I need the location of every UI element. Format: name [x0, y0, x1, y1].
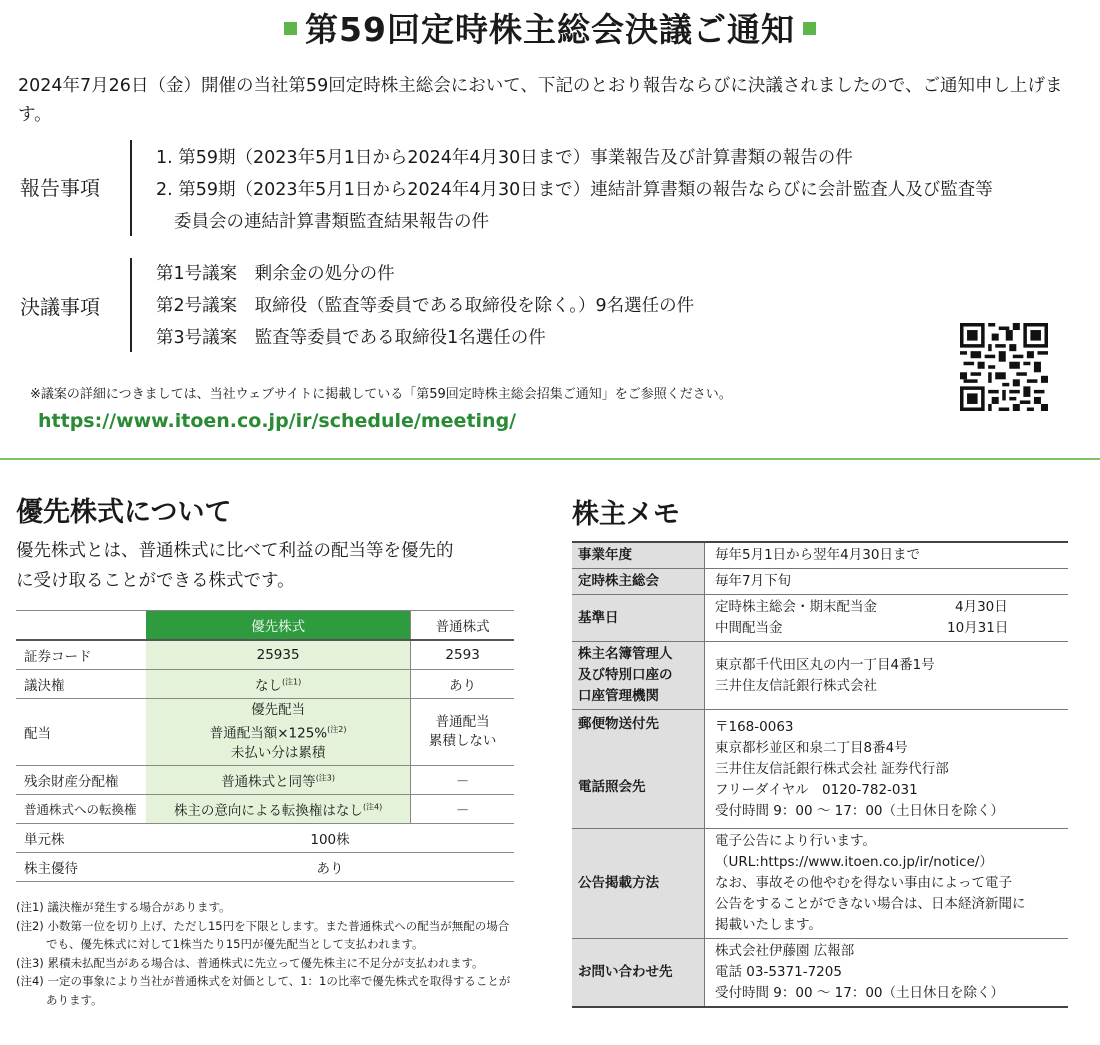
table-row: お問い合わせ先 株式会社伊藤園 広報部 電話 03-5371-7205 受付時間 9：00 ～ 17：00（土日休日を除く）: [572, 939, 1068, 1008]
footnotes: (注1) 議決権が発生する場合があります。 (注2) 小数第一位を切り上げ、ただし15円を下限とします。また普通株式への配当が無配の場合でも、優先株式に対して1株当たり15円が優先配当として支払われます。 (注3) 累積未払配当がある場合は、普通株式に先立って優先株主に不足分が支払われます。 (注4) 一定の事象により当社が普通株式を対価として、1：1の比率で優先株式を取得することがあります。: [16, 900, 511, 1007]
preferred-stock-table: [16, 610, 514, 882]
resolution-item-2: 第2号議案 取締役（監査等委員である取締役を除く。）9名選任の件: [156, 296, 695, 316]
qr-code-icon[interactable]: [960, 322, 1048, 412]
table-row: 基準日 定時株主総会・期末配当金 4月30日 中間配当金 10月31日: [572, 595, 1068, 642]
report-label: 報告事項: [20, 176, 100, 200]
table-row: 議決権 なし$^{(注1)}$ あり: [16, 670, 514, 699]
table-row: 配当 優先配当 普通配当額×125%$^{(注2)}$ 未払い分は累積 普通配当 累積しない: [16, 699, 514, 766]
table-row: 単元株 100株: [16, 824, 514, 853]
col-header-common: 普通株式: [411, 611, 514, 641]
shareholder-memo-table: [572, 541, 1068, 1008]
table-row: 株主優待 あり: [16, 853, 514, 882]
intro-text: 2024年7月26日（金）開催の当社第59回定時株主総会において、下記のとおり報告ならびに決議されましたので、ご通知申し上げます。: [18, 76, 1063, 125]
meeting-url-link[interactable]: https://www.itoen.co.jp/ir/schedule/meeting/: [38, 410, 517, 432]
resolution-item-1: 第1号議案 剰余金の処分の件: [156, 264, 395, 284]
table-row: 株主名簿管理人 及び特別口座の 口座管理機関 東京都千代田区丸の内一丁目4番1号 三井住友信託銀行株式会社: [572, 642, 1068, 710]
table-row: 郵便物送付先 電話照会先 〒168-0063 東京都杉並区和泉二丁目8番4号 三井住友信託銀行株式会社 証券代行部 フリーダイヤル 0120-782-031 受付時間 9：00 ～ 17：00（土日休日を除く）: [572, 710, 1068, 829]
preferred-heading: 優先株式について: [16, 497, 232, 528]
table-row: 普通株式への転換権 株主の意向による転換権はなし$^{(注4)}$ －: [16, 795, 514, 824]
report-divider: [130, 140, 132, 236]
report-item-1: 1. 第59期（2023年5月1日から2024年4月30日まで）事業報告及び計算書類の報告の件: [156, 148, 853, 168]
report-item-2-cont: 委員会の連結計算書類監査結果報告の件: [174, 212, 489, 232]
memo-heading: 株主メモ: [572, 499, 680, 530]
table-row: 残余財産分配権 普通株式と同等$^{(注3)}$ －: [16, 766, 514, 795]
page-title: 第59回定時株主総会決議ご通知: [0, 4, 1100, 51]
section-divider: [0, 458, 1100, 460]
table-row: 証券コード 25935 2593: [16, 640, 514, 670]
report-item-2: 2. 第59期（2023年5月1日から2024年4月30日まで）連結計算書類の報告ならびに会計監査人及び監査等: [156, 180, 993, 200]
resolution-item-3: 第3号議案 監査等委員である取締役1名選任の件: [156, 328, 546, 348]
table-row: 事業年度 毎年5月1日から翌年4月30日まで: [572, 542, 1068, 569]
table-row: 定時株主総会 毎年7月下旬: [572, 569, 1068, 595]
table-row: [16, 611, 514, 641]
preferred-description: 優先株式とは、普通株式に比べて利益の配当等を優先的 に受け取ることができる株式です。: [16, 541, 454, 591]
col-header-preferred: 優先株式: [146, 611, 411, 641]
title-square-left: [284, 22, 297, 35]
notice-url: （URL:https://www.itoen.co.jp/ir/notice/）: [715, 854, 993, 870]
table-row: 公告掲載方法 電子公告により行います。 （URL:https://www.itoen.co.jp/ir/notice/） なお、事故その他やむを得ない事由によって電子 公告をすることができない場合は、日本経済新聞に 掲載いたします。: [572, 829, 1068, 939]
resolution-divider: [130, 258, 132, 352]
title-square-right: [803, 22, 816, 35]
resolution-label: 決議事項: [20, 295, 100, 319]
detail-note: ※議案の詳細につきましては、当社ウェブサイトに掲載している「第59回定時株主総会招集ご通知」をご参照ください。: [30, 387, 732, 402]
